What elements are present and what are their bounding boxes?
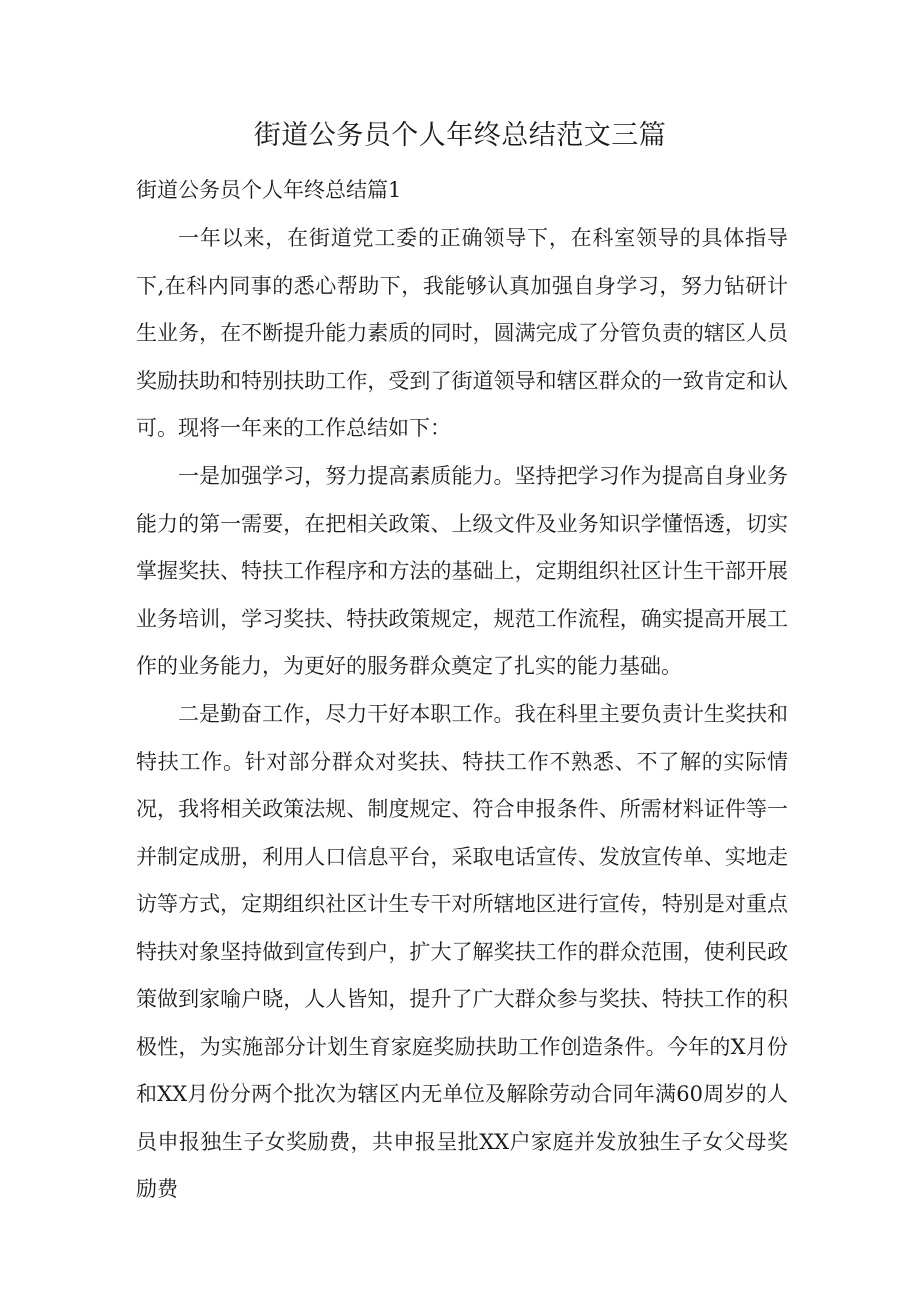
paragraph: 二是勤奋工作，尽力干好本职工作。我在科里主要负责计生奖扶和特扶工作。针对部分群众对奖扶、特扶工作不熟悉、不了解的实际情况，我将相关政策法规、制度规定、符合申报条件、所需材料证件等一并制定成册，利用人口信息平台，采取电话宣传、发放宣传单、实地走访等方式，定期组织社区计生专干对所辖地区进行宣传，特别是对重点特扶对象坚持做到宣传到户，扩大了解奖扶工作的群众范围，使利民政策做到家喻户晓，人人皆知，提升了广大群众参与奖扶、特扶工作的积极性，为实施部分计划生育家庭奖励扶助工作创造条件。今年的X月份和XX月份分两个批次为辖区内无单位及解除劳动合同年满60周岁的人员申报独生子女奖励费，共申报呈批XX户家庭并发放独生子女父母奖励费 (136, 702, 788, 1201)
section-heading: 街道公务员个人年终总结篇1 (136, 178, 402, 202)
paragraph: 一是加强学习，努力提高素质能力。坚持把学习作为提高自身业务能力的第一需要，在把相关政策、上级文件及业务知识学懂悟透，切实掌握奖扶、特扶工作程序和方法的基础上，定期组织社区计生干部开展业务培训，学习奖扶、特扶政策规定，规范工作流程，确实提高开展工作的业务能力，为更好的服务群众奠定了扎实的能力基础。 (136, 464, 788, 678)
paragraph: 一年以来，在街道党工委的正确领导下，在科室领导的具体指导下,在科内同事的悉心帮助下，我能够认真加强自身学习，努力钻研计生业务，在不断提升能力素质的同时，圆满完成了分管负责的辖区人员奖励扶助和特别扶助工作，受到了街道领导和辖区群众的一致肯定和认可。现将一年来的工作总结如下： (136, 226, 788, 440)
document-title: 街道公务员个人年终总结范文三篇 (253, 120, 667, 151)
